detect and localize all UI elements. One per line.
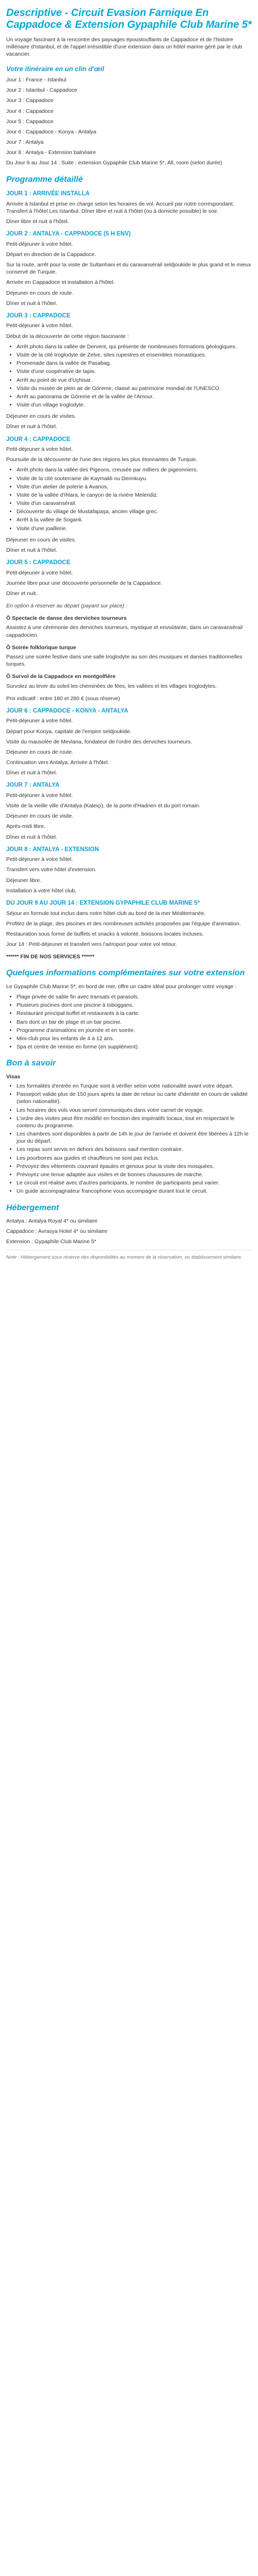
info-item: • Spa et centre de remise en forme (en supplément). <box>17 1043 252 1050</box>
good-item: • Prévoyez une tenue adaptée aux visites et de bonnes chaussures de marche. <box>17 1171 252 1178</box>
day-text: Petit-déjeuner à votre hôtel. <box>6 569 73 576</box>
day-text: Déjeuner en cours de route. <box>6 290 74 296</box>
day-text: Petit-déjeuner à votre hôtel. <box>6 856 73 863</box>
day-text: Dîner et nuit à l'hôtel. <box>6 834 57 840</box>
glance-item: Jour 7 : Antalya <box>6 139 44 146</box>
bullet-item: • Visite du musée de plein air de Göreme, classé au patrimoine mondial de l'UNESCO. <box>17 385 252 392</box>
extension-title: DU JOUR 9 AU JOUR 14 : EXTENSION GYPAPHILE CLUB MARINE 5* <box>6 900 200 906</box>
option-price: Prix indicatif : entre 180 et 280 € (sous réserve) <box>6 695 120 702</box>
extension-text: Profitez de la plage, des piscines et des nombreuses activités proposées par l'équipe d'animation. <box>6 920 241 927</box>
bullet-item: • Visite d'un atelier de poterie à Avanos. <box>17 483 252 490</box>
extension-text: Séjour en formule tout inclus dans notre hôtel club au bord de la mer Méditerranée. <box>6 910 206 917</box>
day-text: Arrivée en Cappadoce et installation à l'hôtel. <box>6 279 115 286</box>
day-text: Départ pour Konya, capitale de l'empire seldjoukide. <box>6 728 132 735</box>
intro-text: Un voyage fascinant à la rencontre des paysages époustouflants de Cappadoce et de l'histoire millénaire d'Istanbul, et de l'appel irrésistible d'une extension dans un hôtel marine géré par le club vacancier. <box>6 37 243 58</box>
bullet-item: • Visite de la cité troglodyte de Zelve, sites rupestres et ensembles monastiques. <box>17 351 252 359</box>
good-item: • Les repas sont servis en dehors des boissons sauf mention contraire. <box>17 1146 252 1153</box>
good-item: • Le circuit est réalisé avec d'autres participants, le nombre de participants peut varier. <box>17 1179 252 1187</box>
bullet-item: • Promenade dans la vallée de Pasabag. <box>17 360 252 367</box>
day-text: Installation à votre hôtel club. <box>6 887 76 894</box>
day-text: Déjeuner en cours de visite. <box>6 813 74 820</box>
glance-item: Jour 2 : Istanbul - Cappadoce <box>6 87 77 94</box>
day-text: Dîner libre et nuit à l'hôtel. <box>6 218 69 225</box>
day-text: Visite du mausolée de Mevlana, fondateur de l'ordre des derviches tourneurs. <box>6 738 192 745</box>
extension-text: Restauration sous forme de buffets et snacks à volonté, boissons locales incluses. <box>6 930 204 937</box>
day-block <box>6 312 252 431</box>
info-list <box>6 993 252 1050</box>
day-text: Dîner et nuit à l'hôtel. <box>6 300 57 307</box>
intro-section <box>6 36 252 73</box>
bullet-item: • Découverte du village de Mustafapaşa, ancien village grec. <box>17 508 252 515</box>
bullet-item: • Visite de la cité souterraine de Kaymakli ou Derinkuyu. <box>17 475 252 482</box>
day-text: Départ en direction de la Cappadoce. <box>6 251 96 258</box>
extension-last-day: Jour 14 : Petit-déjeuner et transfert vers l'aéroport pour votre vol retour. <box>6 941 177 948</box>
day-text: Dîner et nuit à l'hôtel. <box>6 547 57 553</box>
good-to-know-title: Bon à savoir <box>6 1059 56 1068</box>
info-item: • Plage privée de sable fin avec transats et parasols. <box>17 993 252 1001</box>
bullet-item: • Arrêt photo dans la vallée des Pigeons, creusée par milliers de pigeonniers. <box>17 466 252 473</box>
glance-list <box>6 76 252 167</box>
day-title: JOUR 6 : CAPPADOCE - KONYA - ANTALYA <box>6 707 128 714</box>
info-item: • Plusieurs piscines dont une piscine à toboggans. <box>17 1002 252 1009</box>
day-text: Petit-déjeuner à votre hôtel. <box>6 792 73 799</box>
day-text: Petit-déjeuner à votre hôtel. <box>6 323 73 329</box>
bullet-item: • Visite d'une joaillerie. <box>17 525 252 532</box>
day-text: Début de la découverte de cette région fascinante : <box>6 333 129 340</box>
option-title: Ô Survol de la Cappadoce en montgolfière <box>6 673 116 680</box>
page-title: Descriptive - Circuit Evasion Farnique En Cappadoce & Extension Gypaphile Club Marine 5* <box>6 7 252 30</box>
glance-item: Jour 4 : Cappadoce <box>6 108 54 114</box>
bullet-item: • Arrêt au point de vue d'Uçhisar. <box>17 377 252 384</box>
glance-item: Jour 3 : Cappadoce <box>6 97 54 104</box>
day-block <box>6 846 252 894</box>
day-bullets <box>6 466 252 532</box>
bullet-item: • Arrêt photo dans la vallée de Dervent, qui présente de nombreuses formations géologiques. <box>17 343 252 350</box>
glance-item: Jour 5 : Cappadoce <box>6 118 54 125</box>
end-separator: ****** FIN DE NOS SERVICES ****** <box>6 954 94 960</box>
good-to-know-sub: Visas <box>6 1073 21 1080</box>
day-block <box>6 559 252 597</box>
good-to-know-list <box>6 1082 252 1195</box>
info-item: • Programme d'animations en journée et en soirée. <box>17 1027 252 1034</box>
day-block <box>6 190 252 225</box>
bullet-item: • Visite d'un village troglodyte. <box>17 401 252 409</box>
glance-item: Jour 6 : Cappadoce - Konya - Antalya <box>6 128 96 135</box>
accommodation-item: Cappadoce : Avrasya Hotel 4* ou similaire <box>6 1228 107 1235</box>
day-text: Petit-déjeuner à votre hôtel. <box>6 241 73 247</box>
info-item: • Mini-club pour les enfants de 4 à 12 ans. <box>17 1035 252 1042</box>
glance-item: Jour 1 : France - Istanbul <box>6 77 67 83</box>
program-title: Programme détaillé <box>6 175 83 184</box>
day-title: JOUR 5 : CAPPADOCE <box>6 560 71 566</box>
option-block <box>6 615 252 639</box>
day-block <box>6 782 252 840</box>
accommodation-item: Antalya : Antalya Royal 4* ou similaire <box>6 1218 98 1225</box>
good-item: • Les horaires des vols vous seront communiqués dans votre carnet de voyage. <box>17 1107 252 1114</box>
glance-item: Du Jour 9 au Jour 14 : Suite : extension Gypaphile Club Marine 5*, All, room (selon durée) <box>6 160 222 166</box>
bullet-item: • Arrêt au panorama de Göreme et de la vallée de l'Amour. <box>17 393 252 400</box>
trip-page <box>0 0 258 1268</box>
day-bullets <box>6 343 252 409</box>
footer-note: Note : Hébergement sous réserve des disponibilités au moment de la réservation, ou établissement similaire. <box>6 1254 243 1260</box>
day-block <box>6 436 252 554</box>
day-block <box>6 230 252 307</box>
day-text: Arrivée à Istanbul et prise en charge selon les horaires de vol. Accueil par notre correspondant. Transfert à l'hôtel Les Istanbul. Dîner libre et nuit à l'hôtel (ou à domicile possible) le soir. <box>6 200 234 214</box>
accommodation-title: Hébergement <box>6 1203 59 1212</box>
info-item: • Bars dont un bar de plage et un bar piscine. <box>17 1019 252 1026</box>
bullet-item: • Visite d'un caravansérail. <box>17 500 252 507</box>
day-title: JOUR 4 : CAPPADOCE <box>6 436 71 443</box>
day-text: Petit-déjeuner à votre hôtel. <box>6 718 73 724</box>
good-item: • Les chambres sont disponibles à partir de 14h le jour de l'arrivée et doivent être libérées à 12h le jour du départ. <box>17 1130 252 1145</box>
option-block <box>6 644 252 668</box>
day-text: Déjeuner en cours de visites. <box>6 536 76 543</box>
day-text: Dîner et nuit à l'hôtel. <box>6 423 57 430</box>
option-text: Assistez à une cérémonie des derviches tourneurs, mystique et envoûtante, dans un caravansérail cappadocien. <box>6 624 243 638</box>
day-text: Après-midi libre. <box>6 823 45 830</box>
good-item: • Prévoyez des vêtements couvrant épaules et genoux pour la visite des mosquées. <box>17 1163 252 1170</box>
option-label: En option à réserver au départ (payant sur place) : <box>6 603 127 609</box>
option-block <box>6 673 252 689</box>
day-title: JOUR 7 : ANTALYA <box>6 782 60 789</box>
bullet-item: • Arrêt à la vallée de Soganli. <box>17 516 252 523</box>
good-item: • Les formalités d'entrée en Turquie sont à vérifier selon votre nationalité avant votre départ. <box>17 1082 252 1090</box>
day-title: JOUR 3 : CAPPADOCE <box>6 312 71 319</box>
good-item: • Passeport valide plus de 150 jours après la date de retour ou carte d'identité en cours de validité (selon nationalité). <box>17 1091 252 1105</box>
day-text: Visite de la vieille ville d'Antalya (Kaleiçi), de la porte d'Hadrien et du port romain. <box>6 803 201 809</box>
day-text: Transfert vers votre hôtel d'extension. <box>6 867 96 873</box>
good-item: • Les pourboires aux guides et chauffeurs ne sont pas inclus. <box>17 1155 252 1162</box>
day-title: JOUR 1 : ARRIVÉE INSTALLA <box>6 191 90 197</box>
info-item: • Restaurant principal buffet et restaurants à la carte. <box>17 1010 252 1017</box>
day-text: Journée libre pour une découverte personnelle de la Cappadoce. <box>6 580 163 586</box>
extension-block <box>6 900 252 948</box>
day-text: Continuation vers Antalya. Arrivée à l'hôtel. <box>6 759 109 766</box>
day-text: Poursuite de la découverte de l'une des régions les plus étonnantes de Turquie. <box>6 456 198 463</box>
glance-item: Jour 8 : Antalya - Extension balnéaire <box>6 149 96 156</box>
good-item: • Un guide accompagnateur francophone vous accompagne durant tout le circuit. <box>17 1188 252 1195</box>
day-title: JOUR 2 : ANTALYA - CAPPADOCE (5 H ENV) <box>6 231 131 238</box>
option-text: Passez une soirée festive dans une salle troglodyte au son des musiques et danses traditionnelles turques. <box>6 654 243 668</box>
option-title: Ô Spectacle de danse des derviches tourneurs <box>6 615 127 622</box>
day-text: Déjeuner libre. <box>6 877 42 884</box>
bullet-item: • Visite d'une coopérative de tapis. <box>17 368 252 375</box>
day-title: JOUR 8 : ANTALYA - EXTENSION <box>6 846 99 853</box>
bullet-item: • Visite de la vallée d'Ihlara, le canyon de la rivière Melendiz. <box>17 492 252 499</box>
good-item: • L'ordre des visites peut être modifié en fonction des impératifs locaux, tout en respectant le contenu du programme. <box>17 1115 252 1129</box>
info-title: Quelques informations complémentaires sur votre extension <box>6 969 245 978</box>
info-intro: Le Gypaphile Club Marine 5*, en bord de mer, offre un cadre idéal pour prolonger votre voyage : <box>6 983 237 990</box>
day-text: Dîner et nuit à l'hôtel. <box>6 770 57 776</box>
day-block <box>6 707 252 777</box>
glance-title: Votre itinéraire en un clin d'œil <box>6 64 104 73</box>
day-text: Petit-déjeuner à votre hôtel. <box>6 446 73 453</box>
day-text: Déjeuner en cours de visites. <box>6 413 76 420</box>
accommodation-item: Extension : Gypaphile Club Marine 5* <box>6 1239 96 1245</box>
day-text: Déjeuner en cours de route. <box>6 749 74 755</box>
option-title: Ô Soirée folklorique turque <box>6 644 76 651</box>
option-text: Survolez au lever du soleil les cheminées de fées, les vallées et les villages troglodytes. <box>6 683 217 689</box>
day-text: Dîner et nuit. <box>6 590 38 597</box>
day-text: Sur la route, arrêt pour la visite de Sultanhani et du caravansérail seldjoukide le plus grand et le mieux conservé de Turquie. <box>6 262 251 276</box>
